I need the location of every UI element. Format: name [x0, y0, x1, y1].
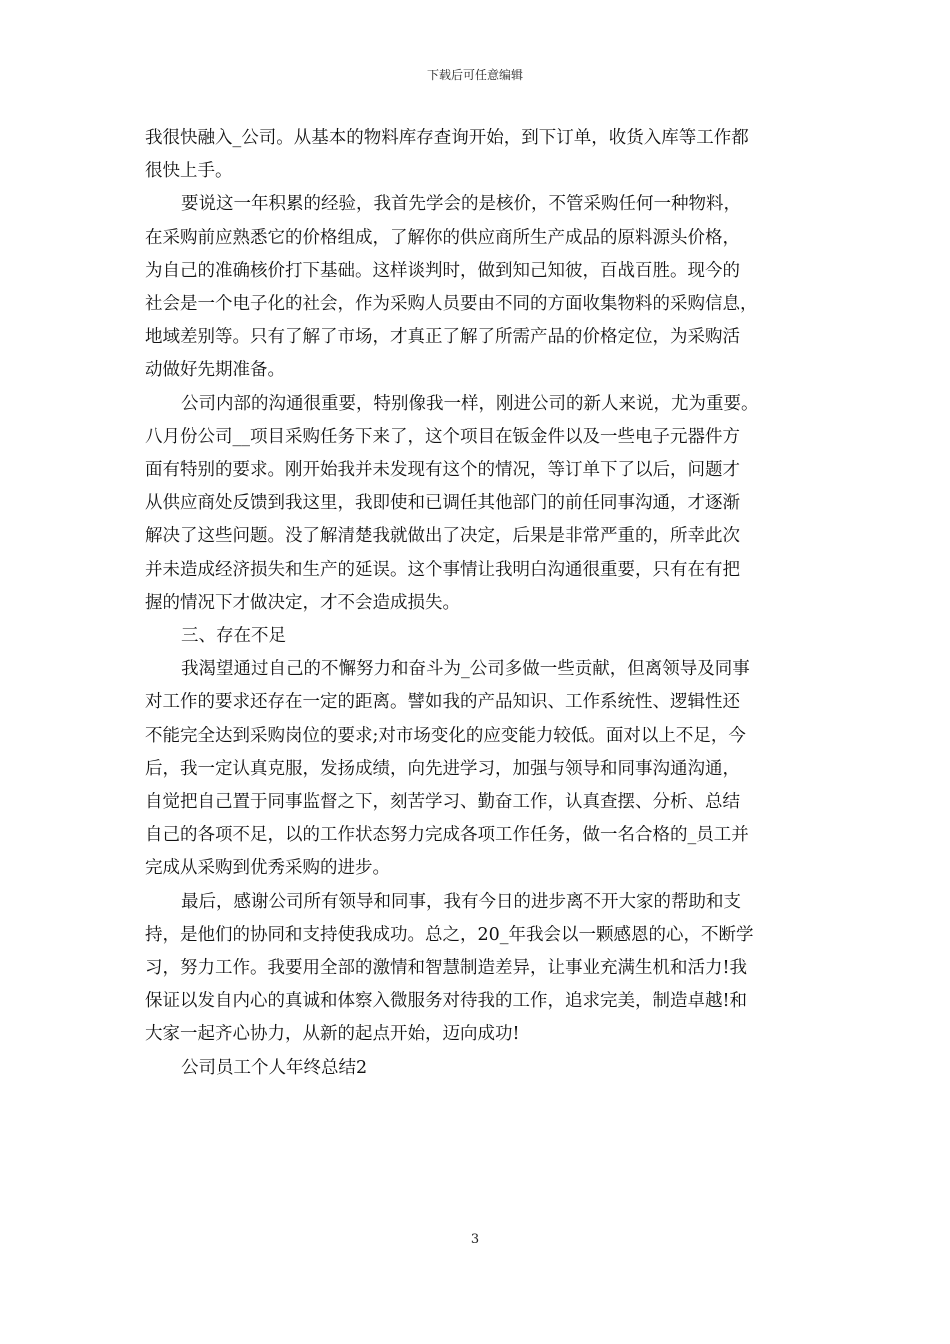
paragraph: [145, 188, 813, 387]
text-line: 我很快融入_公司。从基本的物料库存查询开始，到下订单，收货入库等工作都: [145, 128, 749, 148]
text-line: 不能完全达到采购岗位的要求;对市场变化的应变能力较低。面对以上不足，今: [145, 725, 746, 746]
text-line: 大家一起齐心协力，从新的起点开始，迈向成功!: [145, 1024, 520, 1045]
text-line: 三、存在不足: [181, 626, 286, 647]
text-line: 自觉把自己置于同事监督之下，刻苦学习、勤奋工作，认真查摆、分析、总结: [145, 792, 740, 813]
document-body: [145, 122, 813, 1085]
paragraph: [145, 388, 813, 620]
text-line: 在采购前应熟悉它的价格组成，了解你的供应商所生产成品的原料源头价格，: [145, 227, 740, 248]
text-line: 最后，感谢公司所有领导和同事，我有今日的进步离不开大家的帮助和支: [181, 891, 741, 912]
text-line: 从供应商处反馈到我这里，我即使和已调任其他部门的前任同事沟通，才逐渐: [145, 493, 740, 514]
page-header: 下载后可任意编辑: [426, 68, 523, 82]
text-line: 面有特别的要求。刚开始我并未发现有这个的情况，等订单下了以后，问题才: [145, 460, 740, 481]
section-heading: [145, 620, 813, 653]
text-line: 我渴望通过自己的不懈努力和奋斗为_公司多做一些贡献，但离领导及同事: [181, 659, 750, 680]
text-line: 要说这一年积累的经验，我首先学会的是核价，不管采购任何一种物料，: [181, 194, 741, 215]
text-line: 公司内部的沟通很重要，特别像我一样，刚进公司的新人来说，尤为重要。: [181, 393, 759, 414]
text-line: 动做好先期准备。: [145, 360, 285, 381]
text-line: 握的情况下才做决定，才不会造成损失。: [145, 592, 460, 613]
page-number: 3: [470, 1232, 480, 1247]
text-line: 公司员工个人年终总结2: [181, 1057, 368, 1078]
text-line: 地域差别等。只有了解了市场，才真正了解了所需产品的价格定位，为采购活: [145, 327, 740, 348]
paragraph: [145, 122, 813, 188]
text-line: 持，是他们的协同和支持使我成功。总之，20_年我会以一颗感恩的心，不断学: [145, 924, 754, 945]
text-line: 很快上手。: [145, 161, 233, 182]
text-line: 社会是一个电子化的社会，作为采购人员要由不同的方面收集物料的采购信息，: [145, 294, 758, 315]
text-line: 保证以发自内心的真诚和体察入微服务对待我的工作，追求完美，制造卓越!和: [145, 991, 748, 1012]
text-line: 后，我一定认真克服，发扬成绩，向先进学习，加强与领导和同事沟通沟通，: [145, 758, 740, 779]
text-line: 自己的各项不足，以的工作状态努力完成各项工作任务，做一名合格的_员工并: [145, 825, 749, 846]
text-line: 为自己的准确核价打下基础。这样谈判时，做到知己知彼，百战百胜。现今的: [145, 260, 740, 281]
text-line: 八月份公司__项目采购任务下来了，这个项目在钣金件以及一些电子元器件方: [145, 426, 740, 447]
next-document-title: [145, 1052, 813, 1085]
paragraph: [145, 886, 813, 1052]
text-line: 并未造成经济损失和生产的延误。这个事情让我明白沟通很重要，只有在有把: [145, 559, 740, 580]
text-line: 习，努力工作。我要用全部的激情和智慧制造差异，让事业充满生机和活力!我: [145, 958, 748, 979]
text-line: 解决了这些问题。没了解清楚我就做出了决定，后果是非常严重的，所幸此次: [145, 526, 740, 547]
text-line: 对工作的要求还存在一定的距离。譬如我的产品知识、工作系统性、逻辑性还: [145, 692, 740, 713]
paragraph: [145, 653, 813, 885]
text-line: 完成从采购到优秀采购的进步。: [145, 858, 390, 879]
